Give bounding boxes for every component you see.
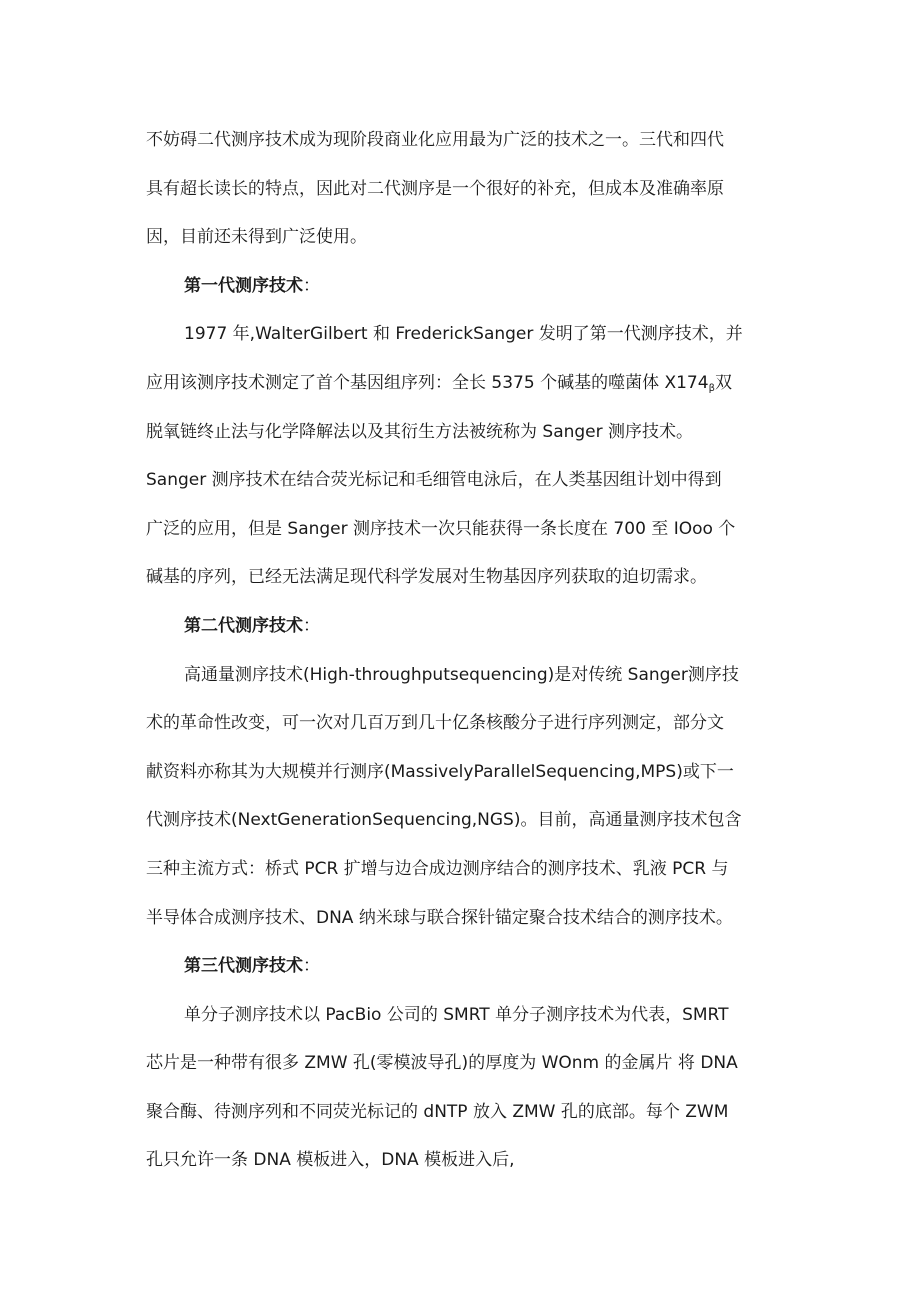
section-heading-third-generation — [146, 942, 786, 991]
heading-colon: ： — [303, 275, 320, 296]
heading-colon: ： — [303, 956, 320, 977]
section-heading-second-generation — [146, 602, 786, 651]
text-span: 应用该测序技术测定了首个基因组序列：全长 5375 个碱基的噬菌体 X174 — [146, 372, 709, 393]
paragraph-line: 不妨碍二代测序技术成为现阶段商业化应用最为广泛的技术之一。三代和四代 — [146, 130, 724, 150]
subscript-beta: β — [708, 382, 715, 394]
paragraph-line: 孔只允许一条 DNA 模板进入，DNA 模板进入后, — [146, 1150, 515, 1171]
text-span: 双 — [714, 372, 732, 393]
paragraph-line: Sanger 测序技术在结合荧光标记和毛细管电泳后，在人类基因组计划中得到 — [146, 470, 722, 491]
paragraph-line: 碱基的序列，已经无法满足现代科学发展对生物基因序列获取的迫切需求。 — [146, 567, 707, 588]
paragraph-line — [146, 359, 786, 408]
heading-text: 第二代测序技术 — [184, 615, 303, 636]
paragraph-line: 三种主流方式：桥式 PCR 扩增与边合成边测序结合的测序技术、乳液 PCR 与 — [146, 858, 729, 879]
paragraph-line: 献资料亦称其为大规模并行测序(MassivelyParallelSequencing,MPS)或下一 — [146, 761, 734, 782]
paragraph-line: 术的革命性改变，可一次对几百万到几十亿条核酸分子进行序列测定，部分文 — [146, 713, 724, 734]
paragraph-line: 聚合酶、待测序列和不同荧光标记的 dNTP 放入 ZMW 孔的底部。每个 ZWM — [146, 1101, 729, 1122]
heading-text: 第三代测序技术 — [184, 956, 303, 977]
paragraph-line: 半导体合成测序技术、DNA 纳米球与联合探针锚定聚合技术结合的测序技术。 — [146, 907, 733, 928]
paragraph-line: 广泛的应用，但是 Sanger 测序技术一次只能获得一条长度在 700 至 IOoo 个 — [146, 518, 736, 539]
paragraph-line: 脱氧链终止法与化学降解法以及其衍生方法被统称为 Sanger 测序技术。 — [146, 421, 694, 442]
paragraph-line: 具有超长读长的特点，因此对二代测序是一个很好的补充，但成本及准确率原 — [146, 178, 724, 199]
paragraph-line: 单分子测序技术以 PacBio 公司的 SMRT 单分子测序技术为代表，SMRT — [184, 1004, 729, 1025]
heading-colon: ： — [303, 615, 320, 636]
paragraph-line: 因，目前还未得到广泛使用。 — [146, 227, 367, 248]
heading-text: 第一代测序技术 — [184, 275, 303, 296]
paragraph-line: 芯片是一种带有很多 ZMW 孔(零模波导孔)的厚度为 WOnm 的金属片 将 DNA — [146, 1053, 738, 1074]
paragraph-line: 代测序技术(NextGenerationSequencing,NGS)。目前，高通量测序技术包含 — [146, 810, 742, 831]
paragraph-line: 1977 年,WalterGilbert 和 FrederickSanger 发明了第一代测序技术，并 — [184, 324, 743, 345]
section-heading-first-generation — [146, 262, 786, 311]
document-body — [146, 116, 786, 1185]
paragraph-line: 高通量测序技术(High-throughputsequencing)是对传统 Sanger测序技 — [184, 664, 739, 685]
